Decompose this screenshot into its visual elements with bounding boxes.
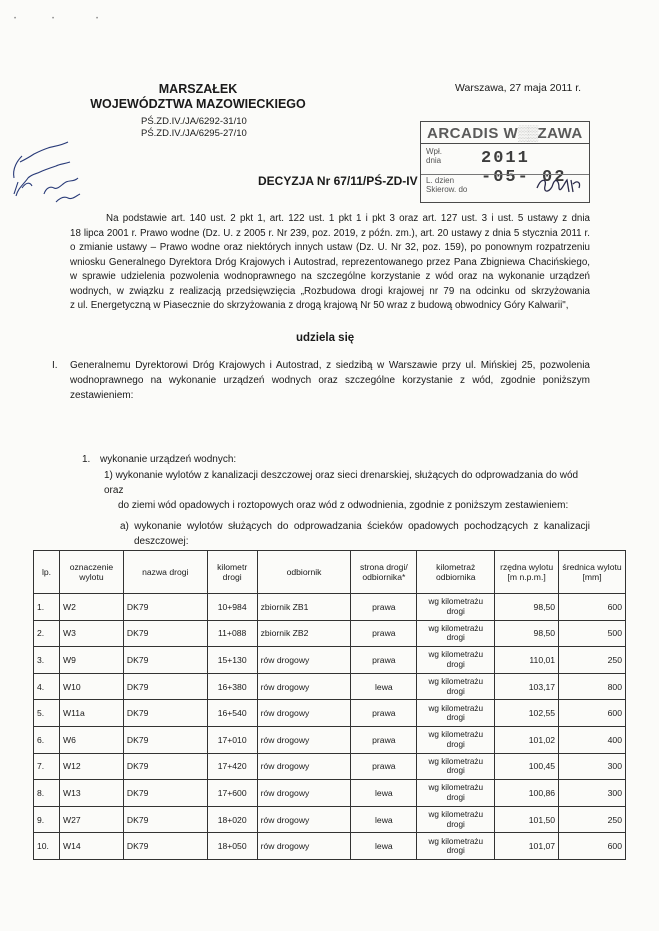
cell-outlet: W14 <box>59 833 123 860</box>
scan-speck: • <box>52 16 55 22</box>
stamp-divider <box>421 143 589 144</box>
cell-outlet: W3 <box>59 620 123 647</box>
cell-receiver-km: wg kilometrażu drogi <box>417 673 495 700</box>
cell-diameter: 600 <box>559 833 626 860</box>
cell-outlet: W9 <box>59 647 123 674</box>
cell-lp: 3. <box>34 647 60 674</box>
intro-line: z ul. Energetyczną w Piasecznie do skrzyżowania z drogą krajową Nr 50 wraz z budową obwodnicy Góry Kalwarii", <box>70 300 569 311</box>
cell-road: DK79 <box>123 620 207 647</box>
cell-outlet: W2 <box>59 594 123 621</box>
table-row <box>34 594 626 621</box>
cell-receiver-km: wg kilometrażu drogi <box>417 594 495 621</box>
cell-receiver: rów drogowy <box>257 647 351 674</box>
reference-2: PŚ.ZD.IV./JA/6295-27/10 <box>141 128 247 139</box>
table-row <box>34 647 626 674</box>
cell-receiver: rów drogowy <box>257 753 351 780</box>
cell-lp: 1. <box>34 594 60 621</box>
cell-lp: 6. <box>34 726 60 753</box>
section-a-line: deszczowej: <box>134 536 189 547</box>
cell-elevation: 101,07 <box>495 833 559 860</box>
cell-outlet: W6 <box>59 726 123 753</box>
stamp-received-label <box>426 147 442 165</box>
cell-side: lewa <box>351 833 417 860</box>
cell-elevation: 100,45 <box>495 753 559 780</box>
column-header: kilometraż odbiornika <box>417 551 495 594</box>
cell-receiver-km: wg kilometrażu drogi <box>417 806 495 833</box>
cell-elevation: 102,55 <box>495 700 559 727</box>
cell-diameter: 250 <box>559 647 626 674</box>
cell-side: prawa <box>351 647 417 674</box>
cell-elevation: 103,17 <box>495 673 559 700</box>
cell-side: lewa <box>351 806 417 833</box>
table-row <box>34 673 626 700</box>
section-i-line: zestawieniem: <box>70 390 134 401</box>
grant-heading: udziela się <box>296 332 355 344</box>
cell-elevation: 98,50 <box>495 594 559 621</box>
cell-road-km: 15+130 <box>207 647 257 674</box>
cell-receiver: rów drogowy <box>257 726 351 753</box>
cell-outlet: W12 <box>59 753 123 780</box>
cell-road-km: 17+010 <box>207 726 257 753</box>
cell-elevation: 110,01 <box>495 647 559 674</box>
cell-receiver: rów drogowy <box>257 833 351 860</box>
cell-road-km: 16+540 <box>207 700 257 727</box>
cell-side: lewa <box>351 780 417 807</box>
scan-speck: • <box>14 16 17 22</box>
stamp-org-end: ZAWA <box>537 125 583 142</box>
cell-elevation: 101,50 <box>495 806 559 833</box>
section-1-1-line: 1) wykonanie wylotów z kanalizacji deszczowej oraz sieci drenarskiej, służących do odprowadzania do wód oraz <box>104 470 579 496</box>
cell-lp: 8. <box>34 780 60 807</box>
cell-road-km: 17+420 <box>207 753 257 780</box>
column-header: rzędna wylotu [m n.p.m.] <box>495 551 559 594</box>
cell-elevation: 101,02 <box>495 726 559 753</box>
cell-diameter: 400 <box>559 726 626 753</box>
intro-line: w sprawie udzielenia pozwolenia wodnoprawnego na szczególne korzystanie z wód oraz na wykonanie urządzeń <box>70 271 590 282</box>
table-row <box>34 753 626 780</box>
intro-line: o zmianie ustawy – Prawo wodne oraz niektórych innych ustaw (Dz. U. Nr 32, poz. 159), po ponownym rozpatrzeniu <box>70 242 590 253</box>
column-header: średnica wylotu [mm] <box>559 551 626 594</box>
section-1-1-line: do ziemi wód opadowych i roztopowych oraz wód z odwodnienia, zgodnie z poniższym zestawieniem: <box>118 500 569 511</box>
outlets-table <box>33 550 626 860</box>
cell-lp: 5. <box>34 700 60 727</box>
section-i-text <box>70 358 590 403</box>
section-a <box>120 519 590 549</box>
intro-line: Na podstawie art. 140 ust. 2 pkt 1, art. 122 ust. 1 pkt 1 i pkt 3 oraz art. 127 ust. 3 i ust. 5 ustawy z dnia <box>106 213 590 224</box>
cell-road: DK79 <box>123 753 207 780</box>
stamp-skierow: Skierow. do <box>426 185 468 194</box>
issuer-line-1: MARSZAŁEK <box>158 82 238 96</box>
cell-outlet: W10 <box>59 673 123 700</box>
column-header: strona drogi/ odbiornika* <box>351 551 417 594</box>
cell-diameter: 300 <box>559 753 626 780</box>
table-row <box>34 620 626 647</box>
cell-diameter: 600 <box>559 594 626 621</box>
reference-1: PŚ.ZD.IV./JA/6292-31/10 <box>141 116 247 127</box>
cell-road-km: 18+050 <box>207 833 257 860</box>
column-header: nazwa drogi <box>123 551 207 594</box>
cell-side: prawa <box>351 700 417 727</box>
cell-diameter: 600 <box>559 700 626 727</box>
cell-diameter: 250 <box>559 806 626 833</box>
cell-road-km: 11+088 <box>207 620 257 647</box>
stamp-org-start: ARCADIS W <box>427 125 519 142</box>
cell-road-km: 18+020 <box>207 806 257 833</box>
cell-receiver-km: wg kilometrażu drogi <box>417 780 495 807</box>
cell-road: DK79 <box>123 833 207 860</box>
cell-diameter: 800 <box>559 673 626 700</box>
cell-lp: 4. <box>34 673 60 700</box>
section-i-line: Generalnemu Dyrektorowi Dróg Krajowych i Autostrad, z siedzibą w Warszawie przy ul. Mińskiej 25, pozwolenia <box>70 360 590 371</box>
intro-paragraph <box>70 212 590 314</box>
cell-receiver: rów drogowy <box>257 700 351 727</box>
table-row <box>34 806 626 833</box>
cell-side: prawa <box>351 726 417 753</box>
cell-receiver: zbiornik ZB2 <box>257 620 351 647</box>
cell-receiver: rów drogowy <box>257 780 351 807</box>
issuer-line-2: WOJEWÓDZTWA MAZOWIECKIEGO <box>90 97 306 111</box>
cell-road-km: 10+984 <box>207 594 257 621</box>
cell-receiver-km: wg kilometrażu drogi <box>417 833 495 860</box>
cell-receiver-km: wg kilometrażu drogi <box>417 620 495 647</box>
stamp-dnia: dnia <box>426 156 442 165</box>
cell-side: lewa <box>351 673 417 700</box>
section-i-number: I. <box>52 360 58 371</box>
issuer-block <box>88 82 308 112</box>
cell-diameter: 500 <box>559 620 626 647</box>
column-header: lp. <box>34 551 60 594</box>
section-1-1-text <box>104 468 594 513</box>
column-header: oznaczenie wylotu <box>59 551 123 594</box>
cell-elevation: 98,50 <box>495 620 559 647</box>
cell-side: prawa <box>351 753 417 780</box>
cell-road: DK79 <box>123 647 207 674</box>
cell-road: DK79 <box>123 673 207 700</box>
stamp-org-faded: ▒▒ <box>518 125 538 142</box>
cell-receiver: rów drogowy <box>257 806 351 833</box>
cell-road: DK79 <box>123 806 207 833</box>
cell-lp: 10. <box>34 833 60 860</box>
cell-receiver: rów drogowy <box>257 673 351 700</box>
cell-side: prawa <box>351 594 417 621</box>
cell-lp: 9. <box>34 806 60 833</box>
cell-receiver-km: wg kilometrażu drogi <box>417 700 495 727</box>
cell-receiver-km: wg kilometrażu drogi <box>417 726 495 753</box>
cell-outlet: W27 <box>59 806 123 833</box>
cell-outlet: W11a <box>59 700 123 727</box>
cell-diameter: 300 <box>559 780 626 807</box>
stamp-wpl: Wpł. <box>426 147 442 156</box>
cell-road-km: 16+380 <box>207 673 257 700</box>
cell-road: DK79 <box>123 700 207 727</box>
decision-title: DECYZJA Nr 67/11/PŚ-ZD-IV <box>258 174 418 188</box>
cell-elevation: 100,86 <box>495 780 559 807</box>
cell-outlet: W13 <box>59 780 123 807</box>
cell-road: DK79 <box>123 594 207 621</box>
cell-lp: 2. <box>34 620 60 647</box>
column-header: odbiornik <box>257 551 351 594</box>
place-date: Warszawa, 27 maja 2011 r. <box>455 82 582 94</box>
section-i-line: wodnoprawnego na wykonanie urządzeń wodnych oraz szczególne korzystanie z wód, zgodnie poniższym <box>70 375 590 386</box>
cell-receiver: zbiornik ZB1 <box>257 594 351 621</box>
cell-road-km: 17+600 <box>207 780 257 807</box>
handwritten-note-icon <box>8 138 86 208</box>
stamp-org <box>427 125 583 142</box>
scan-speck: • <box>96 16 99 22</box>
stamp-l-dziennika: L. dzien <box>426 176 455 185</box>
table-row <box>34 833 626 860</box>
intro-line: wodnych, w związku z realizacją przedsięwzięcia „Rozbudowa drogi krajowej nr 79 na odcinku od skrzyżowania <box>70 285 590 297</box>
section-1-number: 1. <box>82 454 91 465</box>
table-row <box>34 780 626 807</box>
intro-line: 18 lipca 2001 r. Prawo wodne (Dz. U. z 2005 r. Nr 239, poz. 2019, z późn. zm.), art. 20 ustawy z dnia 5 stycznia 2011 r. <box>70 227 590 239</box>
stamp-date: 2011 -05- 02 <box>481 149 567 187</box>
table-row <box>34 700 626 727</box>
cell-side: prawa <box>351 620 417 647</box>
section-a-line: a) wykonanie wylotów służących do odprowadzania ścieków opadowych pochodzących z kanalizacji <box>120 521 590 532</box>
section-1-1 <box>104 468 594 513</box>
cell-receiver-km: wg kilometrażu drogi <box>417 753 495 780</box>
column-header: kilometr drogi <box>207 551 257 594</box>
reference-numbers <box>141 116 247 140</box>
section-1-text: wykonanie urządzeń wodnych: <box>100 454 237 465</box>
table-row <box>34 726 626 753</box>
intro-line: wniosku Generalnego Dyrektora Dróg Krajowych i Autostrad, reprezentowanego przez Pana Zbigniewa Chacińskiego, <box>70 256 590 268</box>
table-header-row <box>34 551 626 594</box>
cell-receiver-km: wg kilometrażu drogi <box>417 647 495 674</box>
received-stamp <box>420 121 590 203</box>
cell-road: DK79 <box>123 780 207 807</box>
cell-lp: 7. <box>34 753 60 780</box>
cell-road: DK79 <box>123 726 207 753</box>
stamp-register-label <box>426 176 467 194</box>
stamp-signature-icon <box>533 174 585 198</box>
